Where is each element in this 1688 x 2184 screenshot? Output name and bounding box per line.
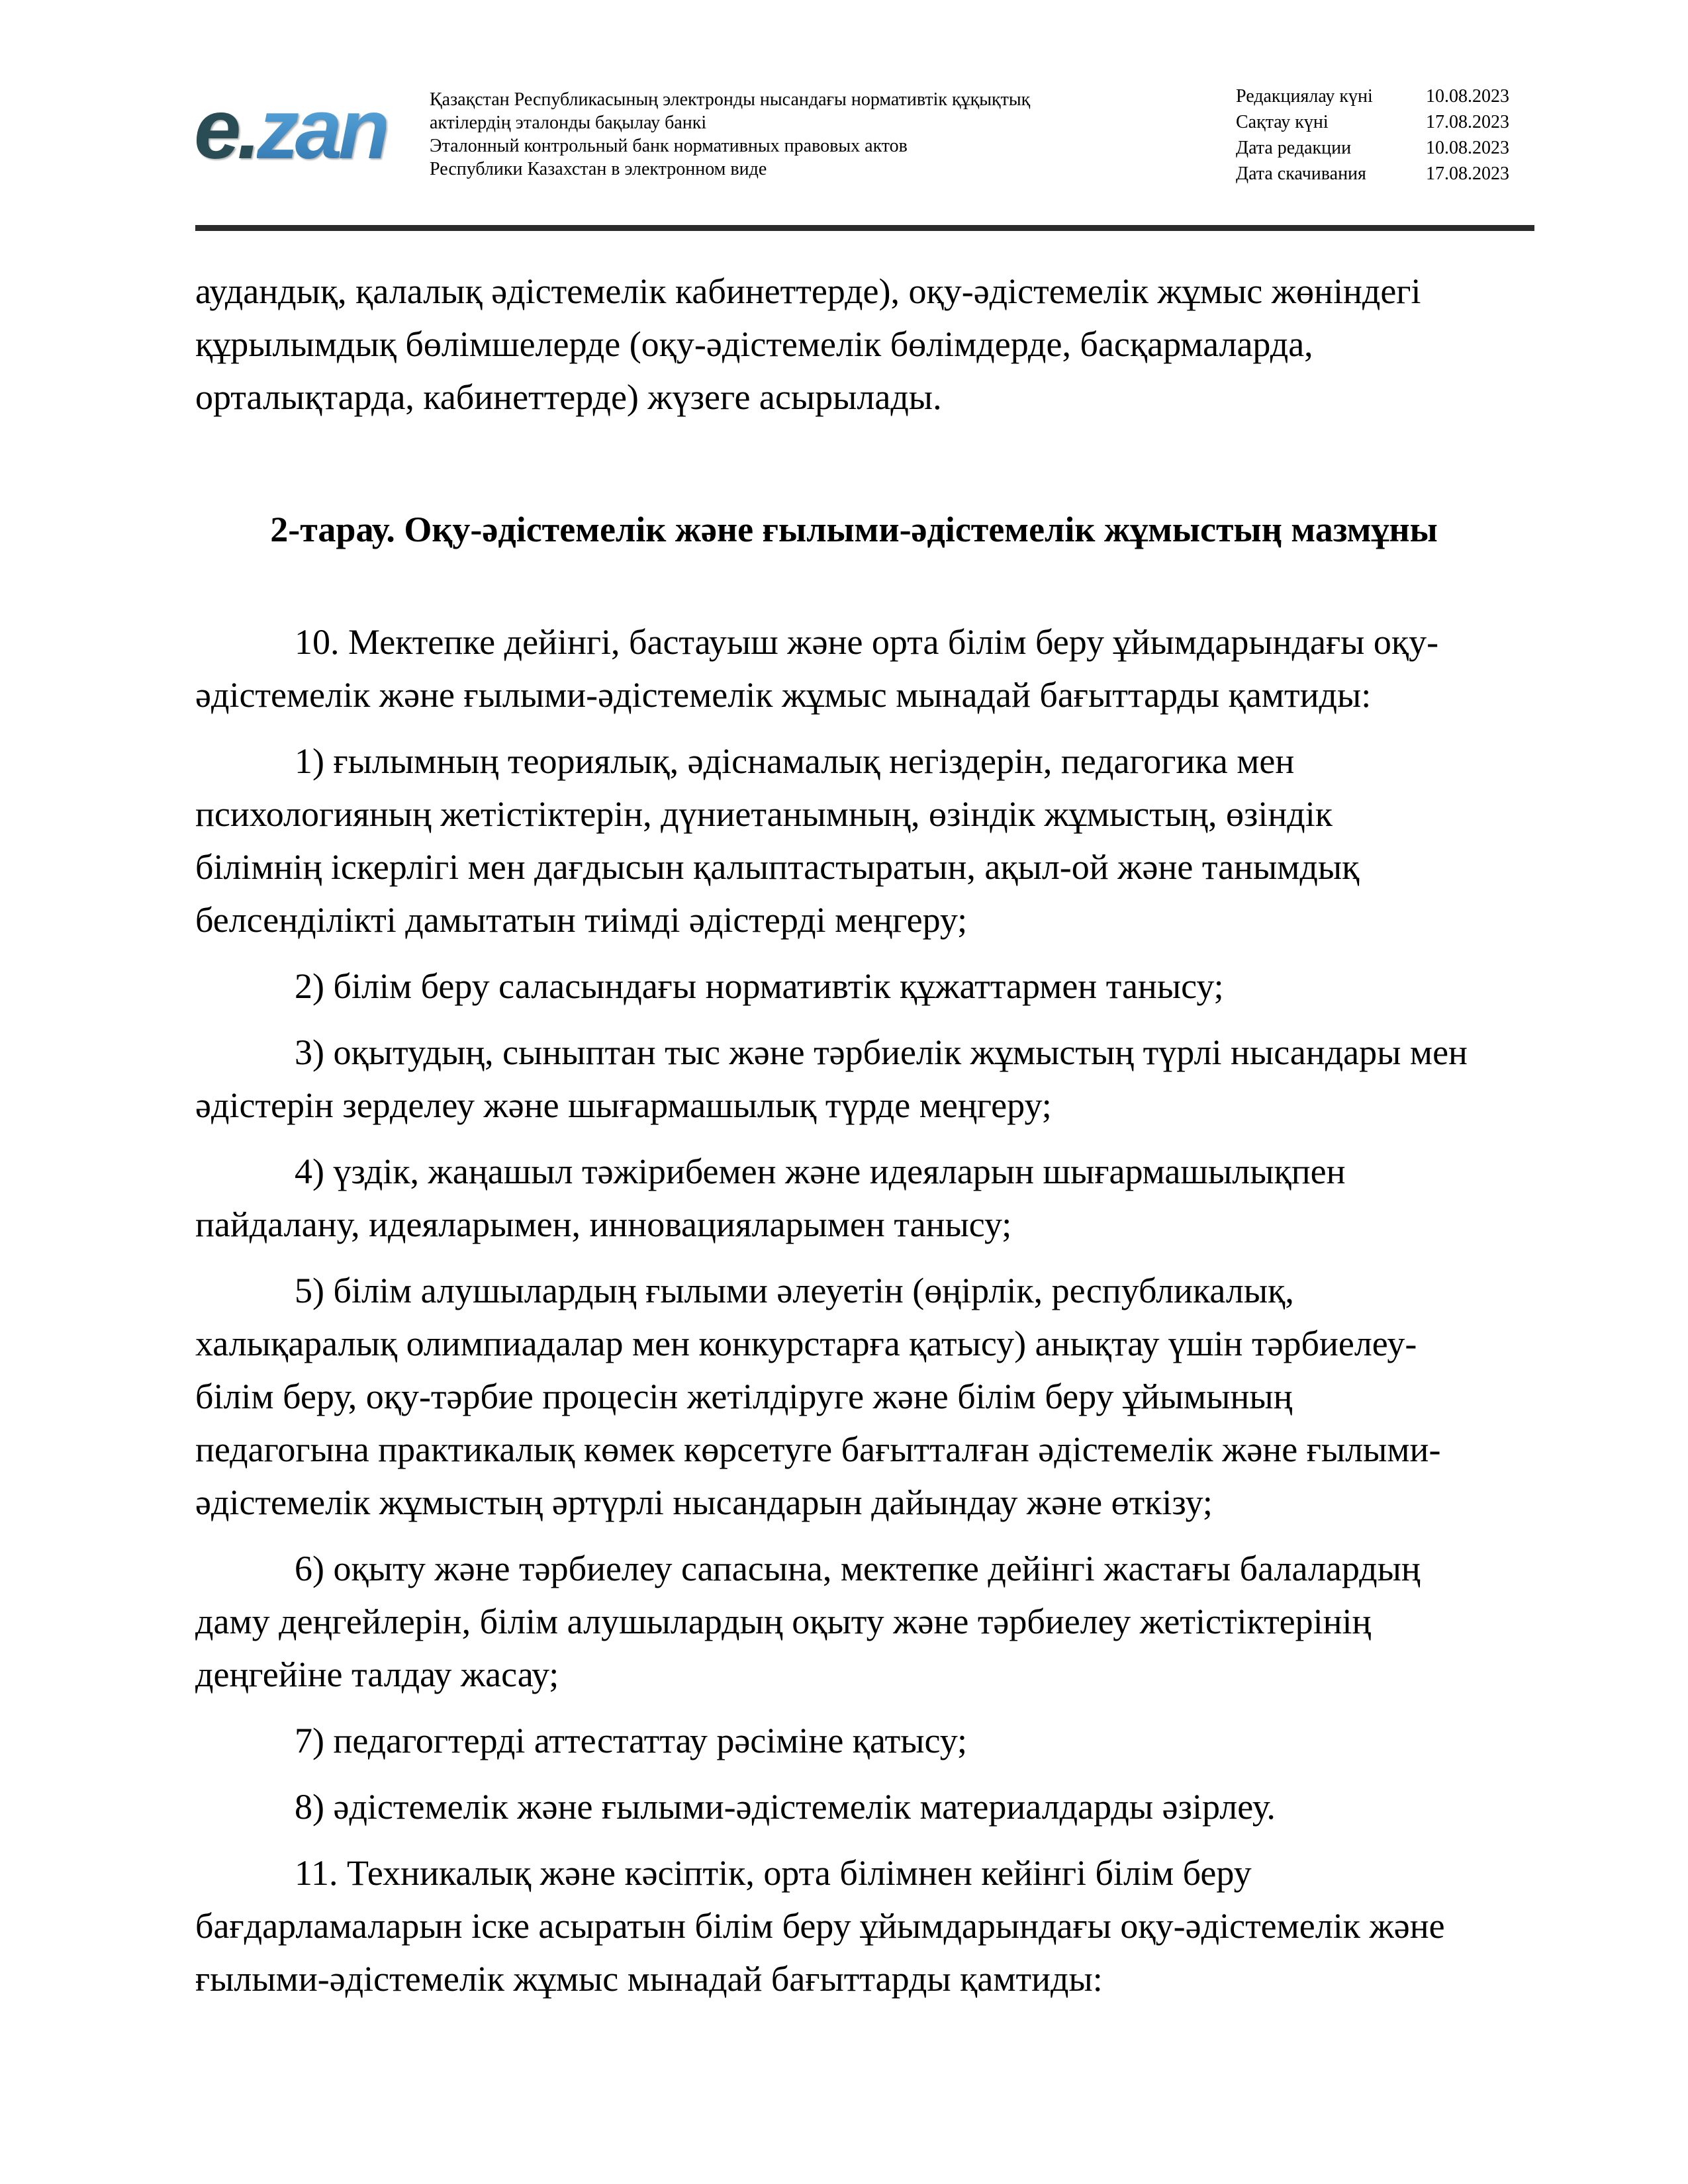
text-line: әдістемелік жұмыстың әртүрлі нысандарын дайындау және өткізу; <box>195 1482 1213 1522</box>
clause-item-1 <box>195 735 1513 946</box>
meta-label: Дата скачивания <box>1236 163 1366 184</box>
text-line: халықаралық олимпиадалар мен конкурстарға қатысу) анықтау үшін тәрбиелеу- <box>195 1324 1417 1363</box>
clause-10 <box>195 615 1513 721</box>
text-line: педагогына практикалық көмек көрсетуге бағытталған әдістемелік және ғылыми- <box>195 1430 1441 1469</box>
meta-row <box>1236 109 1509 135</box>
meta-row <box>1236 161 1509 187</box>
text-line: даму деңгейлерін, білім алушылардың оқыту және тәрбиелеу жетістіктерінің <box>195 1602 1372 1641</box>
org-line: Эталонный контрольный банк нормативных правовых актов <box>430 136 908 156</box>
meta-label: Дата редакции <box>1236 138 1352 158</box>
clause-item-4 <box>195 1145 1513 1251</box>
meta-row <box>1236 135 1509 161</box>
paragraph-intro <box>195 265 1513 424</box>
meta-label: Сақтау күні <box>1236 112 1329 132</box>
text-line: 5) білім алушылардың ғылыми әлеуетін (өңірлік, республикалық, <box>295 1271 1294 1310</box>
text-line: 8) әдістемелік және ғылыми-әдістемелік материалдарды әзірлеу. <box>295 1787 1276 1827</box>
organization-title <box>430 88 1217 181</box>
text-line: белсенділікті дамытатын тиімді әдістерді меңгеру; <box>195 900 968 940</box>
text-line: білім беру, оқу-тәрбие процесін жетілдіруге және білім беру ұйымының <box>195 1377 1293 1416</box>
text-line: пайдалану, идеяларымен, инновацияларымен танысу; <box>195 1205 1012 1244</box>
clause-11 <box>195 1846 1513 2005</box>
meta-value: 10.08.2023 <box>1426 138 1509 158</box>
text-line: 11. Техникалық және кәсіптік, орта білімнен кейінгі білім беру <box>295 1853 1252 1893</box>
document-text <box>195 265 1513 2019</box>
text-line: 4) үздік, жаңашыл тәжірибемен және идеяларын шығармашылықпен <box>295 1152 1346 1191</box>
clause-item-2 <box>195 960 1513 1013</box>
meta-label: Редакциялау күні <box>1236 86 1373 107</box>
ezan-logo <box>194 81 386 178</box>
text-line: деңгейіне талдау жасау; <box>195 1655 559 1694</box>
text-line: 7) педагогтерді аттестаттау рәсіміне қатысу; <box>295 1721 968 1760</box>
org-line: актілердің эталонды бақылау банкі <box>430 113 707 133</box>
meta-row <box>1236 83 1509 109</box>
meta-value: 10.08.2023 <box>1426 86 1509 107</box>
clause-item-3 <box>195 1026 1513 1132</box>
text-line: ғылыми-әдістемелік жұмыс мынадай бағыттарды қамтиды: <box>195 1959 1103 1999</box>
text-line: әдістемелік және ғылыми-әдістемелік жұмыс мынадай бағыттарды қамтиды: <box>195 675 1372 715</box>
text-line: 3) оқытудың, сыныптан тыс және тәрбиелік жұмыстың түрлі нысандары мен <box>295 1032 1468 1072</box>
text-line: орталықтарда, кабинеттерде) жүзеге асырылады. <box>195 377 942 417</box>
text-line: 2) білім беру саласындағы нормативтік құжаттармен танысу; <box>295 966 1224 1006</box>
logo-text-dark: e. <box>194 82 257 177</box>
clause-item-7 <box>195 1714 1513 1767</box>
org-line: Республики Казахстан в электронном виде <box>430 159 767 179</box>
text-line: 6) оқыту және тәрбиелеу сапасына, мектепке дейінгі жастағы балалардың <box>295 1549 1421 1588</box>
clause-item-6 <box>195 1542 1513 1701</box>
text-line: 1) ғылымның теориялық, әдіснамалық негіздерін, педагогика мен <box>295 741 1295 781</box>
document-dates <box>1236 83 1509 187</box>
text-line: бағдарламаларын іске асыратын білім беру ұйымдарындағы оқу-әдістемелік және <box>195 1906 1445 1946</box>
text-line: 10. Мектепке дейінгі, бастауыш және орта білім беру ұйымдарындағы оқу- <box>295 622 1439 662</box>
text-line: білімнің іскерлігі мен дағдысын қалыптастыратын, ақыл-ой және танымдық <box>195 847 1360 887</box>
meta-value: 17.08.2023 <box>1426 112 1509 132</box>
text-line: әдістерін зерделеу және шығармашылық түрде меңгеру; <box>195 1085 1052 1125</box>
text-line: құрылымдық бөлімшелерде (оқу-әдістемелік бөлімдерде, басқармаларда, <box>195 324 1313 364</box>
header-divider <box>195 225 1534 231</box>
text-line: аудандық, қалалық әдістемелік кабинеттерде), оқу-әдістемелік жұмыс жөніндегі <box>195 271 1421 311</box>
meta-value: 17.08.2023 <box>1426 163 1509 184</box>
text-line: психологияның жетістіктерін, дүниетанымның, өзіндік жұмыстың, өзіндік <box>195 794 1333 834</box>
logo-text-blue: zan <box>256 82 387 177</box>
clause-item-5 <box>195 1264 1513 1529</box>
org-line: Қазақстан Республикасының электронды нысандағы нормативтік құқықтық <box>430 89 1031 110</box>
chapter-heading: 2-тарау. Оқу-әдістемелік және ғылыми-әдістемелік жұмыстың мазмұны <box>270 510 1438 549</box>
clause-item-8 <box>195 1780 1513 1833</box>
